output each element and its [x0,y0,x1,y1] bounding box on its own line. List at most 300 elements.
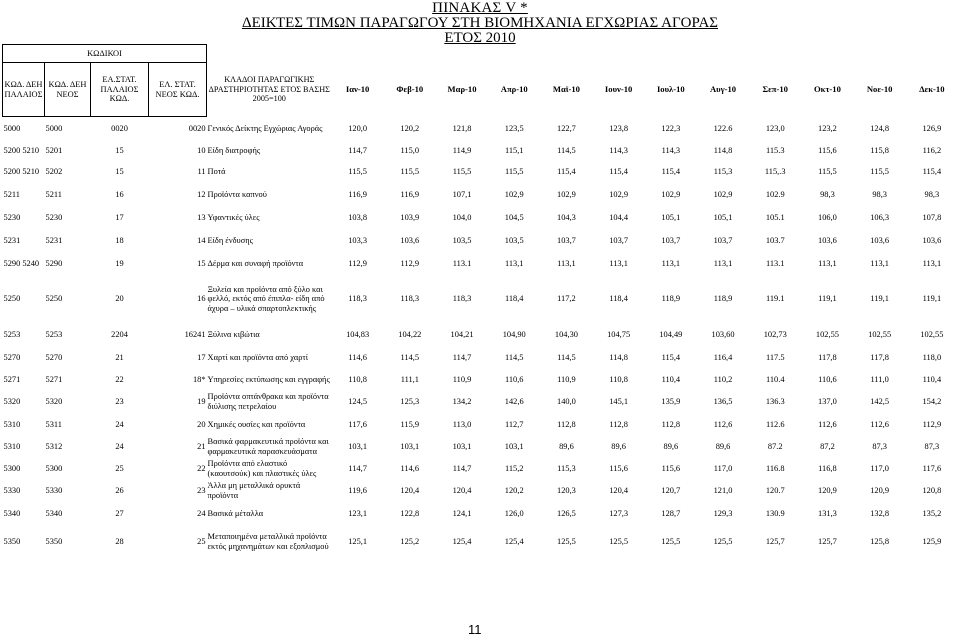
code-dei-neos: 5330 [45,486,63,496]
code-el-stat-neos: 19 [197,397,206,407]
code-el-stat-neos: 20 [197,419,206,429]
code-dei-palaios: 5200 5210 [3,146,40,156]
code-ea-stat-palaios: 22 [115,374,124,384]
code-el-stat-neos: 23 [197,486,206,496]
table-row [3,480,959,503]
index-value: 125,5 [609,536,629,546]
index-value: 106,3 [870,213,890,223]
code-dei-neos: 5300 [45,463,63,473]
sector-label: Ξυλεία και προϊόντα από ξύλο και φελλό, εκτός από έπιπλα- είδη από άχυρα – υλικά σπαρτοπλεκτικής [207,284,325,313]
index-value: 104,0 [452,213,472,223]
code-ea-stat-palaios: 27 [115,508,124,518]
code-dei-palaios: 5270 [3,352,21,362]
sector-label: Χημικές ουσίες και προϊόντα [207,419,306,429]
index-value: 118,3 [400,294,420,304]
index-value: 142,5 [870,397,890,407]
code-el-stat-neos: 17 [197,352,206,362]
code-dei-palaios: 5320 [3,397,21,407]
index-value: 107,8 [922,213,942,223]
index-value: 123,1 [348,508,368,518]
index-value: 121,8 [452,123,472,133]
index-value: 103,7 [661,236,681,246]
index-value: 113,1 [922,258,942,268]
header-el-stat-neos: ΕΛ. ΣΤΑΤ. ΝΕΟΣ ΚΩΔ. [149,63,207,117]
index-value: 115,6 [609,463,628,473]
table-row [3,458,959,480]
index-value: 123,2 [818,123,837,133]
index-value: 114,8 [609,352,628,362]
header-month: Ιουν-10 [604,83,633,94]
index-value: 103,7 [557,236,576,246]
sector-label: Είδη ένδυσης [207,236,253,246]
index-value: 87.2 [767,441,783,451]
index-value: 102,73 [763,330,787,340]
index-value: 110,8 [609,374,628,384]
code-dei-neos: 5000 [45,123,63,133]
index-value: 115.3 [765,146,785,156]
code-el-stat-neos: 25 [197,536,206,546]
code-dei-neos: 5350 [45,536,63,546]
code-ea-stat-palaios: 24 [115,441,124,451]
index-value: 113.1 [765,258,785,268]
sector-label: Υφαντικές ύλες [207,213,260,223]
index-value: 104,49 [659,330,683,340]
index-value: 110,8 [348,374,367,384]
index-value: 140,0 [557,397,576,407]
table-row [3,525,959,559]
index-value: 98,3 [872,189,887,199]
index-value: 131,3 [818,508,837,518]
index-value: 103,1 [452,441,472,451]
table-row [3,117,959,141]
index-value: 111,1 [400,374,419,384]
table-number: ΠΙΝΑΚΑΣ V * [432,0,528,16]
code-dei-palaios: 5290 5240 [3,258,40,268]
index-value: 125,7 [818,536,837,546]
sector-label: Υπηρεσίες εκτύπωσης και εγγραφής [207,374,330,384]
index-value: 113,1 [713,258,733,268]
index-value: 115,5 [400,167,420,177]
index-value: 116,9 [348,189,367,199]
index-value: 117,0 [713,463,733,473]
index-value: 112,7 [504,419,524,429]
index-value: 115,1 [504,146,524,156]
index-value: 145,1 [609,397,629,407]
header-month: Δεκ-10 [919,83,945,94]
index-value: 119,6 [348,486,367,496]
index-value: 120,4 [400,486,420,496]
index-value: 117,8 [818,352,837,362]
index-value: 119.1 [765,294,785,304]
index-value: 120,4 [609,486,629,496]
code-el-stat-neos: 16241 [184,330,206,340]
header-month: Φεβ-10 [396,83,424,94]
index-value: 124,5 [348,397,368,407]
index-value: 115,5 [504,167,524,177]
index-value: 125,2 [400,536,420,546]
index-value: 102,9 [504,189,524,199]
code-ea-stat-palaios: 16 [115,189,124,199]
index-value: 115,.3 [764,167,786,177]
index-value: 117,6 [922,463,942,473]
index-value: 102.9 [765,189,785,199]
index-value: 111,0 [870,374,889,384]
index-value: 124,8 [870,123,890,133]
index-value: 114,5 [557,352,576,362]
code-dei-neos: 5253 [45,330,63,340]
index-value: 106,0 [818,213,837,223]
index-value: 118,4 [504,294,524,304]
index-value: 118,9 [713,294,733,304]
code-dei-palaios: 5300 [3,463,21,473]
index-value: 120,9 [818,486,837,496]
index-value: 128,7 [661,508,681,518]
index-value: 102,55 [920,330,944,340]
index-value: 123,0 [765,123,785,133]
code-el-stat-neos: 10 [197,146,206,156]
index-value: 115,5 [348,167,367,177]
index-value: 116.8 [765,463,785,473]
index-value: 89,6 [715,441,731,451]
index-value: 118,3 [348,294,367,304]
index-value: 117.5 [765,352,785,362]
index-value: 114,8 [713,146,733,156]
index-value: 112,9 [400,258,420,268]
index-value: 114,7 [452,352,472,362]
index-value: 105,1 [713,213,733,223]
index-value: 117,6 [348,419,367,429]
index-value: 154,2 [922,397,942,407]
table-row [3,391,959,414]
code-ea-stat-palaios: 24 [115,419,124,429]
code-el-stat-neos: 22 [197,463,206,473]
index-value: 123,5 [504,123,524,133]
index-value: 103,7 [609,236,629,246]
sector-label: Γενικός Δείκτης Εγχώριας Αγοράς [207,123,323,133]
index-value: 125,7 [765,536,785,546]
code-dei-palaios: 5000 [3,123,21,133]
index-value: 120,4 [452,486,472,496]
code-ea-stat-palaios: 18 [115,236,124,246]
index-value: 89,6 [663,441,679,451]
header-klados: ΚΛΑΔΟΙ ΠΑΡΑΓΩΓΙΚΗΣ ΔΡΑΣΤΗΡΙΟΤΗΤΑΣ ΕΤΟΣ ΒΑΣΗΣ 2005=100 [208,75,330,104]
sector-label: Ποτά [207,167,226,177]
index-value: 112,8 [609,419,628,429]
index-value: 112,8 [661,419,681,429]
index-value: 114,6 [348,352,367,362]
index-value: 87,3 [924,441,940,451]
code-dei-neos: 5231 [45,236,63,246]
index-value: 114,7 [348,146,367,156]
sector-label: Χαρτί και προϊόντα από χαρτί [207,352,309,362]
index-value: 114,9 [452,146,472,156]
sector-label: Βασικά μέταλλα [207,508,264,518]
index-value: 116,4 [713,352,733,362]
code-dei-palaios: 5340 [3,508,21,518]
index-value: 110,2 [713,374,733,384]
header-ea-stat-palaios: ΕΑ.ΣΤΑΤ. ΠΑΛΑΙΟΣ ΚΩΔ. [91,63,149,117]
index-value: 125,1 [348,536,368,546]
index-value: 120,8 [922,486,942,496]
index-value: 122,8 [400,508,420,518]
code-el-stat-neos: 12 [197,189,206,199]
index-value: 125,4 [504,536,524,546]
code-dei-neos: 5312 [45,441,63,451]
index-value: 103,7 [713,236,733,246]
code-el-stat-neos: 16 [197,294,206,304]
index-value: 115,5 [452,167,472,177]
index-value: 123,8 [609,123,629,133]
index-value: 115,4 [609,167,628,177]
index-value: 116,9 [400,189,420,199]
sector-label: Άλλα μη μεταλλικά ορυκτά προϊόντα [207,481,301,500]
index-value: 115,6 [661,463,681,473]
index-value: 114,5 [400,352,420,362]
index-value: 113,0 [452,419,472,429]
index-value: 125,5 [661,536,681,546]
index-value: 103,5 [504,236,524,246]
table-row [3,183,959,207]
index-value: 105.1 [765,213,785,223]
index-value: 89,6 [559,441,574,451]
index-value: 125,5 [557,536,576,546]
index-value: 125,8 [870,536,890,546]
index-value: 103,3 [348,236,368,246]
table-row [3,275,959,324]
index-value: 98,3 [820,189,835,199]
sector-label: Ξύλινα κιβώτια [207,330,260,340]
index-value: 89,6 [611,441,626,451]
index-value: 102,9 [609,189,629,199]
index-value: 126,9 [922,123,942,133]
table-row [3,436,959,458]
code-el-stat-neos: 21 [197,441,206,451]
sector-label: Μεταποιημένα μεταλλικά προϊόντα εκτός μηχανημάτων και εξοπλισμού [207,531,329,551]
index-value: 117,2 [557,294,576,304]
code-ea-stat-palaios: 19 [115,258,124,268]
index-value: 124,1 [452,508,472,518]
code-el-stat-neos: 14 [197,236,206,246]
index-value: 135,9 [661,397,681,407]
code-dei-neos: 5320 [45,397,63,407]
index-value: 113,1 [609,258,628,268]
code-dei-palaios: 5200 5210 [3,167,40,177]
code-dei-neos: 5271 [45,374,63,384]
table-row [3,324,959,347]
index-value: 114,7 [348,463,367,473]
sector-label: Προϊόντα οπτάνθρακα και προϊόντα διύλισης πετρελαίου [207,392,329,411]
index-value: 110.4 [765,374,785,384]
code-dei-palaios: 5310 [3,441,21,451]
index-value: 118,0 [922,352,942,362]
code-dei-neos: 5202 [45,167,63,177]
index-value: 102,9 [557,189,576,199]
index-value: 103,6 [818,236,837,246]
index-value: 112,8 [557,419,576,429]
index-value: 87,3 [872,441,887,451]
index-value: 120,2 [400,123,420,133]
index-value: 87,2 [820,441,835,451]
index-value: 117,0 [870,463,889,473]
index-value: 102,55 [815,330,839,340]
index-value: 104,22 [398,330,422,340]
index-value: 121,0 [713,486,733,496]
code-dei-palaios: 5350 [3,536,21,546]
index-value: 119,1 [870,294,889,304]
index-value: 115,9 [400,419,420,429]
header-month: Σεπ-10 [762,83,788,94]
index-value: 103.7 [765,236,785,246]
code-dei-palaios: 5231 [3,236,21,246]
index-value: 102,9 [713,189,733,199]
header-month: Μαϊ-10 [552,83,580,94]
table-row [3,141,959,162]
table-row [3,369,959,391]
index-value: 104,3 [557,213,576,223]
index-value: 104,21 [450,330,474,340]
price-index-table [2,44,958,559]
code-el-stat-neos: 0020 [188,123,206,133]
code-ea-stat-palaios: 28 [115,536,124,546]
index-value: 118,4 [609,294,628,304]
header-month: Μαρ-10 [447,83,477,94]
index-value: 114,7 [452,463,472,473]
table-row [3,253,959,275]
index-value: 125,4 [452,536,472,546]
index-value: 114,5 [557,146,576,156]
index-value: 104,75 [607,330,631,340]
header-month: Ιαν-10 [345,83,370,94]
index-value: 120,7 [661,486,681,496]
index-value: 105,1 [661,213,681,223]
header-month: Απρ-10 [500,83,528,94]
sector-label: Προϊόντα από ελαστικό (καουτσούκ) και πλαστικές ύλες [207,458,317,478]
index-value: 98,3 [924,189,940,199]
code-ea-stat-palaios: 15 [115,167,124,177]
code-ea-stat-palaios: 20 [115,294,124,304]
index-value: 112,6 [713,419,733,429]
index-value: 122,3 [661,123,681,133]
index-value: 125,9 [922,536,942,546]
index-value: 112.6 [765,419,785,429]
index-value: 120.7 [765,486,785,496]
index-value: 115,4 [661,352,681,362]
index-value: 115,4 [661,167,681,177]
header-month: Ιουλ-10 [656,83,685,94]
table-row [3,230,959,253]
index-value: 116,2 [922,146,942,156]
index-value: 110,6 [504,374,524,384]
index-value: 125,5 [713,536,733,546]
index-value: 115,0 [400,146,420,156]
index-value: 104,90 [502,330,526,340]
index-value: 122,7 [557,123,576,133]
code-ea-stat-palaios: 21 [115,352,124,362]
index-value: 137,0 [818,397,837,407]
index-value: 120,2 [504,486,524,496]
index-value: 117,8 [870,352,889,362]
index-value: 110,9 [557,374,576,384]
index-value: 115,2 [504,463,524,473]
index-value: 103,1 [504,441,524,451]
page-number: 11 [468,622,482,637]
code-dei-neos: 5290 [45,258,63,268]
sector-label: Είδη διατροφής [207,146,261,156]
code-dei-neos: 5270 [45,352,63,362]
index-value: 114,5 [504,352,524,362]
index-value: 113,1 [661,258,681,268]
index-value: 118,3 [452,294,472,304]
index-value: 103,1 [348,441,368,451]
index-value: 115,6 [818,146,837,156]
index-value: 103,5 [452,236,472,246]
index-value: 113,1 [557,258,576,268]
index-value: 104,5 [504,213,524,223]
index-value: 110,4 [922,374,942,384]
index-value: 113.1 [452,258,472,268]
index-value: 103,9 [400,213,420,223]
index-value: 119,1 [922,294,942,304]
index-value: 120,0 [348,123,368,133]
code-el-stat-neos: 11 [197,167,206,177]
code-dei-palaios: 5330 [3,486,21,496]
header-month: Νοε-10 [866,83,893,94]
index-value: 130.9 [765,508,785,518]
index-value: 114,6 [400,463,420,473]
index-value: 104,4 [609,213,629,223]
code-ea-stat-palaios: 25 [115,463,124,473]
code-dei-palaios: 5230 [3,213,21,223]
code-dei-palaios: 5253 [3,330,21,340]
code-dei-palaios: 5250 [3,294,21,304]
code-dei-neos: 5230 [45,213,63,223]
index-value: 104,30 [554,330,578,340]
index-value: 116,8 [818,463,837,473]
code-dei-neos: 5311 [45,419,62,429]
table-row [3,503,959,525]
codes-group-header: ΚΩΔΙΚΟΙ [3,45,207,63]
index-value: 102,55 [868,330,892,340]
table-row [3,162,959,183]
sector-label: Βασικά φαρμακευτικά προϊόντα και φαρμακευτικά παρασκευάσματα [207,436,329,456]
index-value: 113,1 [504,258,524,268]
index-value: 110,9 [452,374,472,384]
index-value: 115,3 [557,463,576,473]
code-dei-neos: 5250 [45,294,63,304]
index-value: 103,6 [400,236,420,246]
index-value: 135,2 [922,508,942,518]
code-el-stat-neos: 15 [197,258,206,268]
index-value: 115,4 [922,167,942,177]
code-dei-palaios: 5211 [3,189,20,199]
index-value: 136.3 [765,397,785,407]
code-dei-neos: 5201 [45,146,63,156]
table-row [3,207,959,230]
header-kod-dei-neos: ΚΩΔ. ΔΕΗ ΝΕΟΣ [45,63,91,117]
header-month: Αυγ-10 [709,83,737,94]
header-month: Οκτ-10 [814,83,841,94]
table-row [3,347,959,369]
index-value: 112,9 [348,258,367,268]
index-value: 120,3 [557,486,576,496]
index-value: 104,83 [346,330,370,340]
index-value: 119,1 [818,294,837,304]
code-ea-stat-palaios: 23 [115,397,124,407]
index-value: 103,1 [400,441,420,451]
index-value: 120,9 [870,486,890,496]
code-ea-stat-palaios: 2204 [111,330,128,340]
index-value: 132,8 [870,508,890,518]
